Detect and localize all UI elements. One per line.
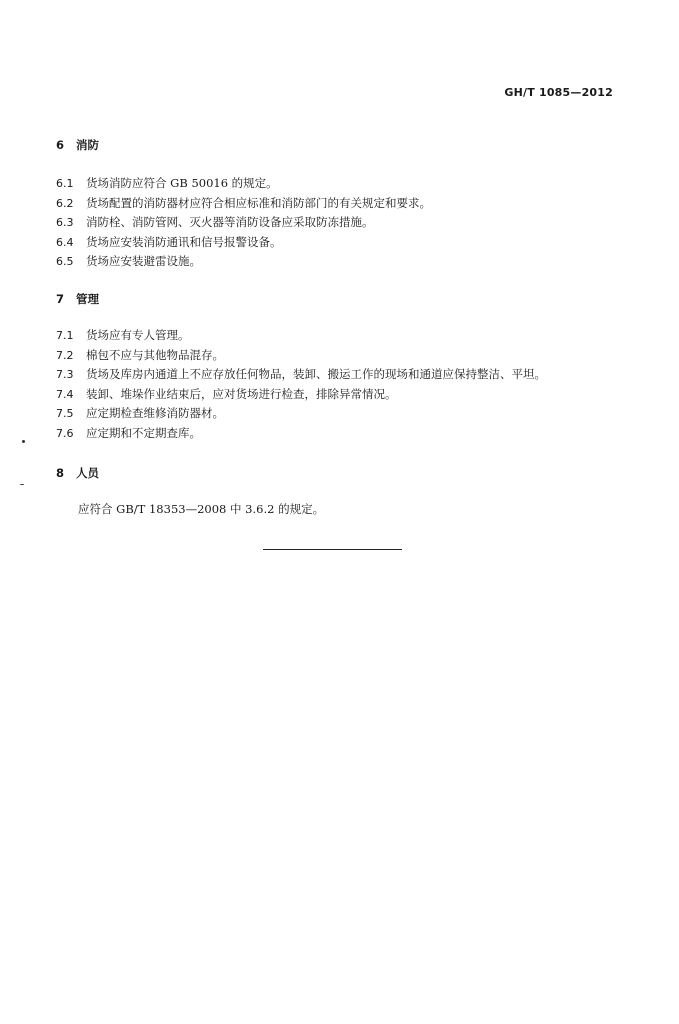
clause-number: 6.1 (56, 177, 74, 190)
clause-7-6 (56, 424, 626, 444)
clause-7-2 (56, 346, 626, 366)
clause-7-5 (56, 404, 626, 424)
clause-number: 6.4 (56, 235, 74, 249)
clause-text: 货场配置的消防器材应符合相应标准和消防部门的有关规定和要求。 (86, 195, 431, 210)
section-number: 8 (56, 466, 65, 480)
end-rule (263, 549, 402, 550)
clause-7-3 (56, 365, 626, 385)
section-title: 人员 (76, 466, 99, 480)
clause-text: 货场消防应符合 GB 50016 的规定。 (86, 176, 278, 190)
section-8-body: 应符合 GB/T 18353—2008 中 3.6.2 的规定。 (78, 502, 325, 516)
clause-text: 应定期和不定期查库。 (86, 425, 201, 440)
clause-number: 7.5 (56, 407, 74, 420)
clause-6-2 (56, 194, 626, 214)
section-6-clauses (56, 174, 626, 272)
clause-text: 装卸、堆垛作业结束后，应对货场进行检查，排除异常情况。 (86, 386, 397, 401)
section-7-heading (56, 290, 626, 308)
clause-6-1 (56, 174, 626, 194)
clause-text: 货场应安装避雷设施。 (86, 254, 201, 268)
clause-number: 7.6 (56, 426, 74, 440)
section-8-heading (56, 464, 626, 482)
section-number: 6 (56, 138, 65, 152)
clause-number: 7.1 (56, 329, 74, 342)
scan-speck (22, 440, 25, 443)
clause-7-1 (56, 326, 626, 346)
standard-code: GH/T 1085—2012 (504, 86, 613, 99)
clause-7-4 (56, 385, 626, 405)
scan-speck (20, 484, 24, 485)
clause-number: 6.3 (56, 216, 74, 229)
section-title: 消防 (76, 138, 99, 152)
section-number: 7 (56, 292, 65, 306)
clause-number: 7.4 (56, 387, 74, 401)
clause-6-4 (56, 233, 626, 253)
clause-text: 应定期检查维修消防器材。 (86, 406, 224, 420)
clause-number: 7.3 (56, 368, 74, 381)
clause-text: 货场及库房内通道上不应存放任何物品，装卸、搬运工作的现场和通道应保持整洁、平坦。 (86, 367, 546, 381)
clause-number: 6.2 (56, 196, 74, 210)
clause-text: 棉包不应与其他物品混存。 (86, 347, 224, 362)
clause-number: 6.5 (56, 255, 74, 268)
clause-6-5 (56, 252, 626, 272)
section-title: 管理 (76, 292, 99, 306)
clause-text: 消防栓、消防管网、灭火器等消防设备应采取防冻措施。 (86, 215, 374, 229)
section-7-clauses (56, 326, 626, 443)
clause-text: 货场应安装消防通讯和信号报警设备。 (86, 234, 282, 249)
clause-text: 货场应有专人管理。 (86, 328, 190, 342)
section-6-heading (56, 136, 626, 154)
clause-number: 7.2 (56, 348, 74, 362)
clause-6-3 (56, 213, 626, 233)
